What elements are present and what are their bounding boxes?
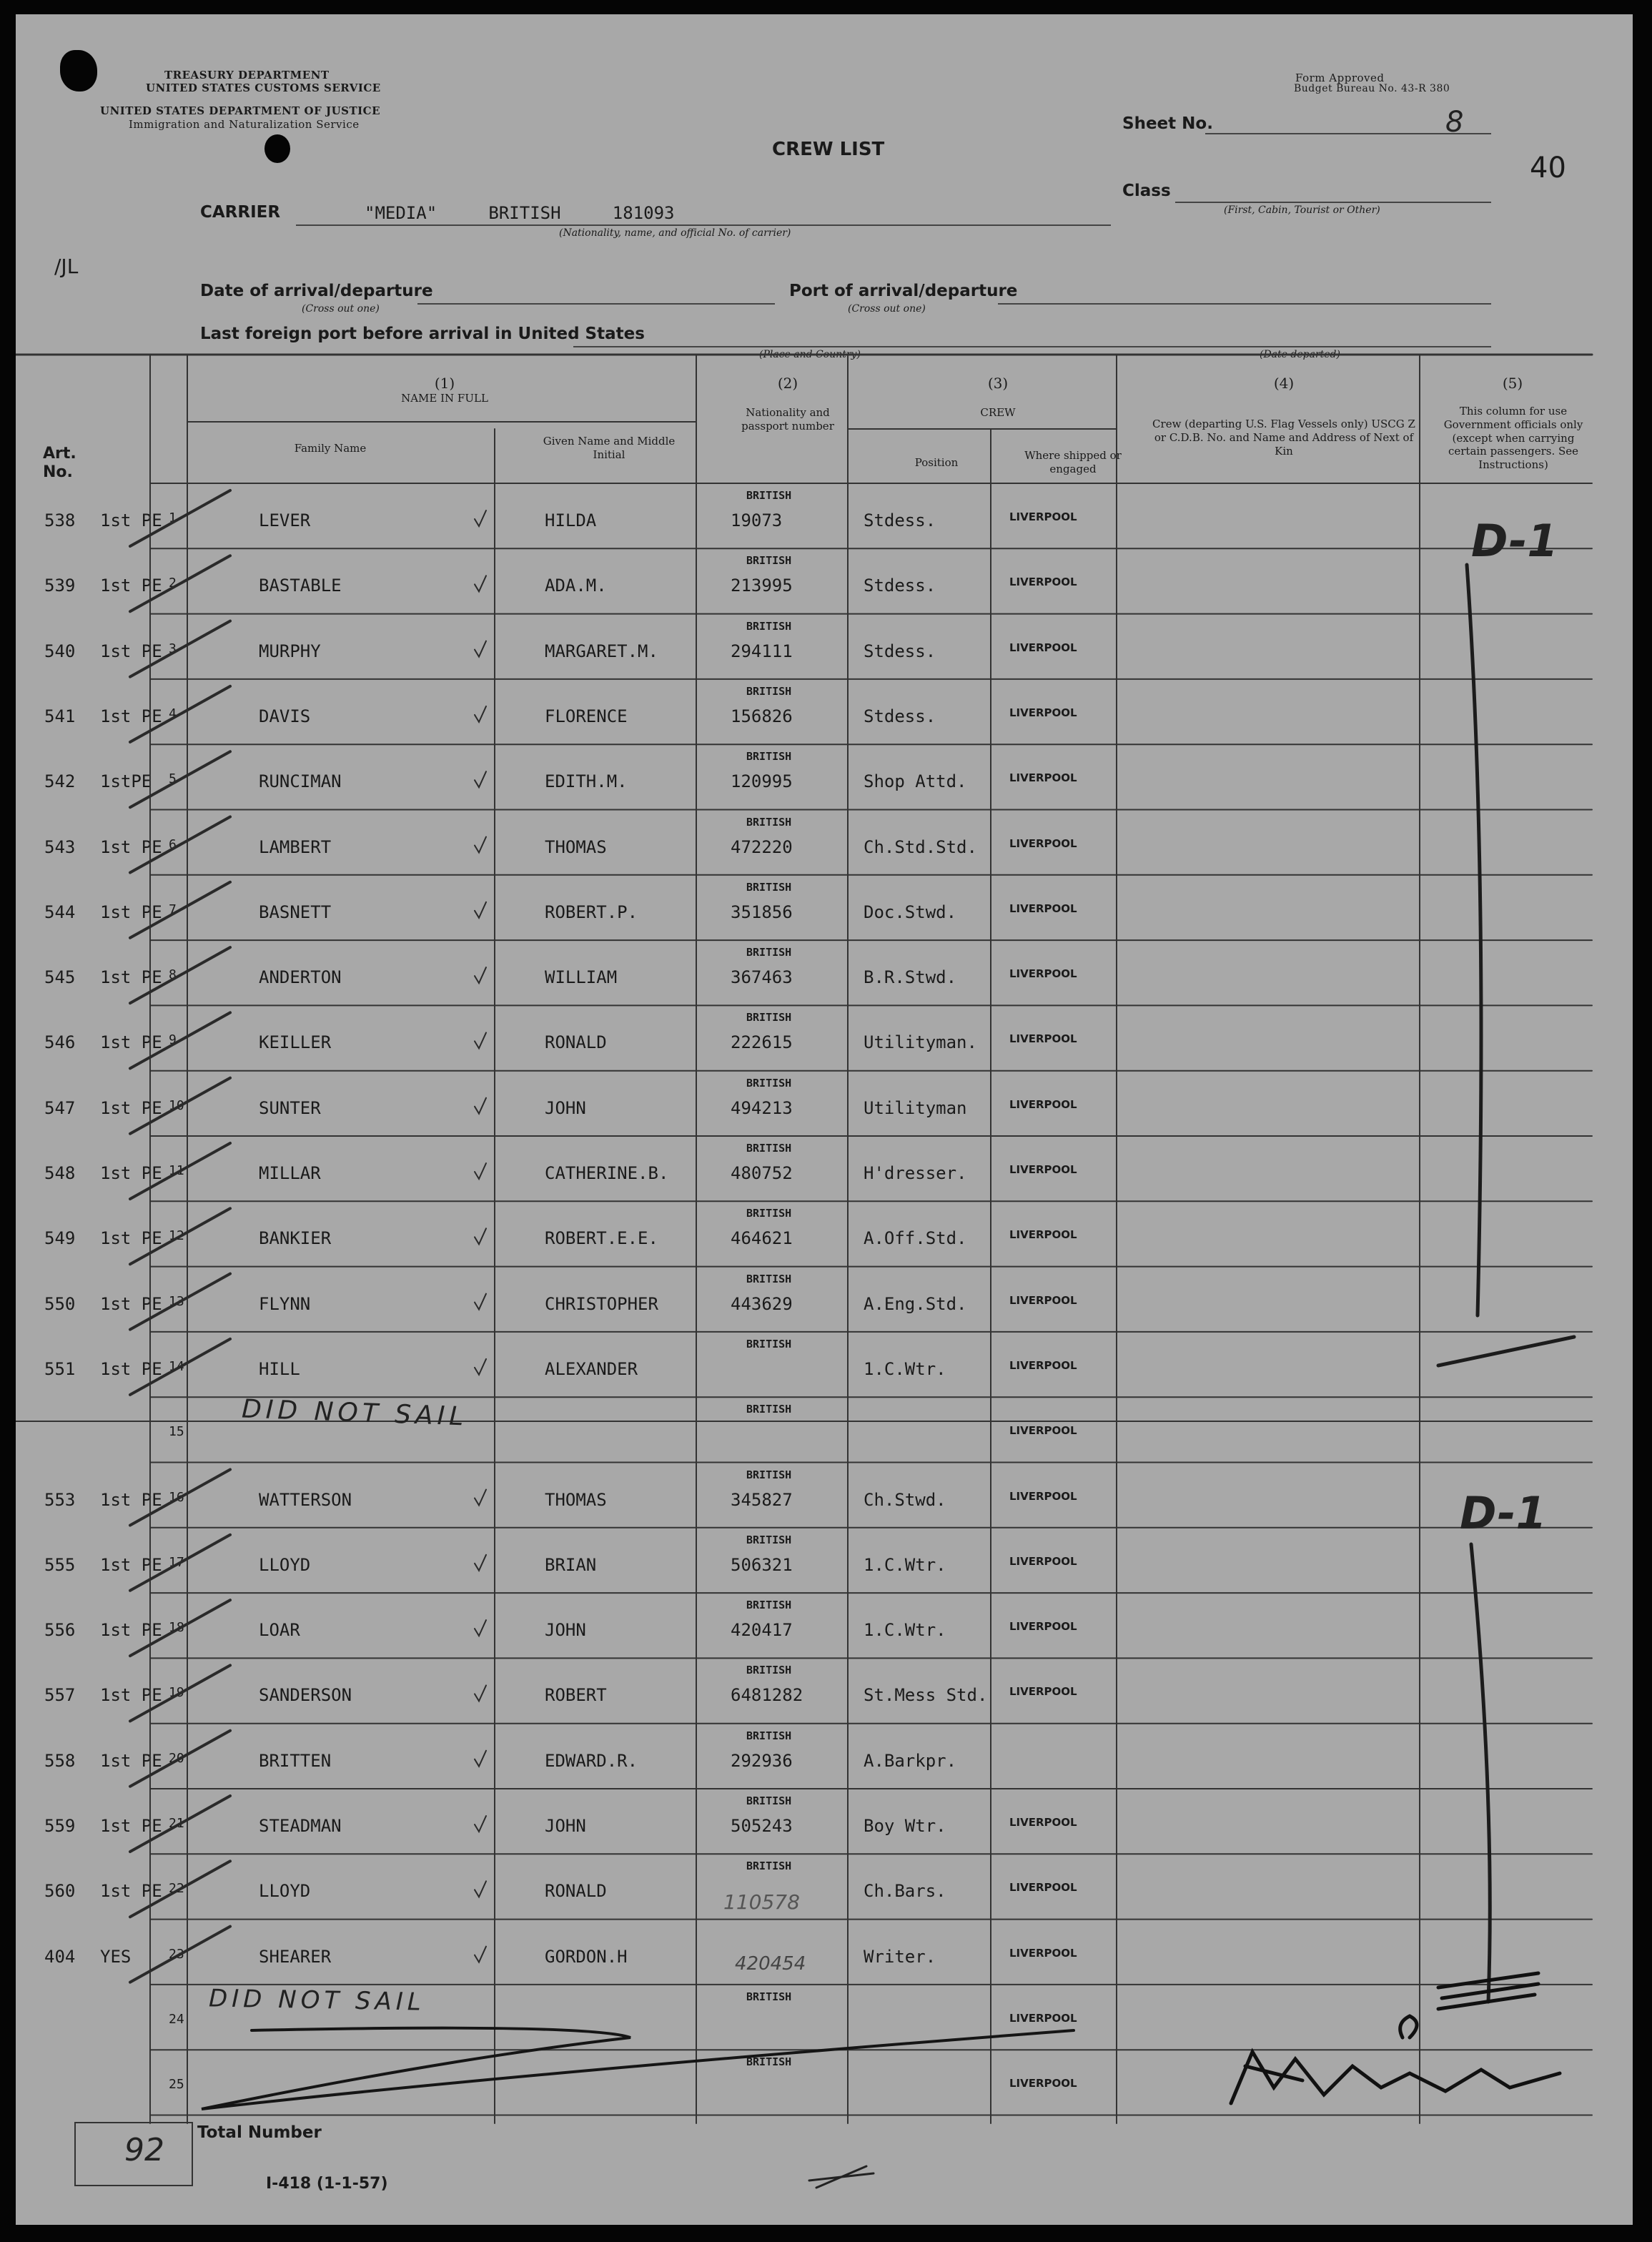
row-check-slash — [130, 1012, 230, 1068]
row-art-number: 551 — [44, 1358, 76, 1379]
row-art-number: 538 — [44, 510, 76, 530]
col-header-nationality: Nationality and passport number — [741, 406, 834, 433]
row-family-name: BRITTEN — [259, 1750, 332, 1771]
row-art-number: 558 — [44, 1750, 76, 1771]
row-position: St.Mess Std. — [864, 1685, 988, 1706]
row-art-number: 550 — [44, 1293, 76, 1314]
date-label: Date of arrival/departure — [200, 282, 433, 300]
row-check-slash — [130, 1796, 230, 1852]
row-art-number: 555 — [44, 1554, 76, 1575]
agency-line-2: UNITED STATES CUSTOMS SERVICE — [146, 82, 381, 94]
row-check-slash — [130, 947, 230, 1003]
row-class: 1st PE — [100, 1554, 162, 1575]
row-nationality: BRITISH — [746, 1272, 792, 1285]
row-position: Writer. — [864, 1946, 936, 1967]
row-class: 1st PE — [100, 1750, 162, 1771]
carrier-value: "MEDIA" BRITISH 181093 — [365, 203, 675, 223]
row-nationality: BRITISH — [746, 619, 792, 633]
row-shipped-at: LIVERPOOL — [1009, 902, 1077, 915]
col-header-position: Position — [914, 456, 959, 469]
row-position: Utilityman. — [864, 1032, 977, 1053]
row-check-slash — [130, 1208, 230, 1264]
row-shipped-at: LIVERPOOL — [1009, 2077, 1077, 2090]
row-nationality: BRITISH — [746, 1207, 792, 1220]
row-position: Doc.Stwd. — [864, 902, 957, 922]
did-not-sail-swoosh — [202, 2028, 1074, 2109]
last-port-label: Last foreign port before arrival in United States — [200, 325, 645, 343]
tick-mark — [475, 1490, 486, 1506]
row-nationality: BRITISH — [746, 1403, 792, 1416]
row-class: 1st PE — [100, 1163, 162, 1183]
col-header-shipped: Where shipped or engaged — [1024, 449, 1122, 475]
row-position: Ch.Stwd. — [864, 1489, 946, 1510]
row-class: 1stPE — [100, 771, 152, 792]
row-shipped-at: LIVERPOOL — [1009, 1293, 1077, 1307]
row-line-number: 3 — [169, 641, 177, 656]
row-check-slash — [130, 1339, 230, 1395]
tick-mark — [475, 771, 486, 787]
tick-mark — [475, 641, 486, 657]
form-number: I-418 (1-1-57) — [266, 2175, 388, 2193]
row-line-number: 15 — [169, 1424, 184, 1440]
row-shipped-at: LIVERPOOL — [1009, 1685, 1077, 1699]
row-nationality: BRITISH — [746, 1860, 792, 1873]
d1-mark-mid: D-1 — [1460, 1487, 1547, 1539]
row-family-name: SHEARER — [259, 1946, 332, 1967]
row-art-number: 541 — [44, 706, 76, 726]
margin-note: /JL — [54, 255, 79, 278]
row-family-name: KEILLER — [259, 1032, 332, 1053]
row-check-slash — [130, 1861, 230, 1917]
date-departed-hint: (Date departed) — [1260, 349, 1340, 360]
row-art-number: 560 — [44, 1881, 76, 1902]
row-position: A.Eng.Std. — [864, 1293, 967, 1314]
tick-mark — [475, 576, 486, 591]
row-family-name: LEVER — [259, 510, 311, 530]
row-check-slash — [130, 1470, 230, 1526]
row-nationality: BRITISH — [746, 684, 792, 698]
row-art-number: 556 — [44, 1620, 76, 1641]
row-passport-number: 213995 — [731, 576, 793, 596]
row-art-number: 553 — [44, 1489, 76, 1510]
row-art-number: 544 — [44, 902, 76, 922]
row-family-name: RUNCIMAN — [259, 771, 342, 792]
row-passport-number: 472220 — [731, 836, 793, 857]
row-position: Ch.Std.Std. — [864, 836, 977, 857]
d1-mark-top: D-1 — [1471, 515, 1558, 567]
row-shipped-at: LIVERPOOL — [1009, 1032, 1077, 1046]
row-shipped-at: LIVERPOOL — [1009, 1554, 1077, 1568]
row-art-number: 548 — [44, 1163, 76, 1183]
column-5-bracket — [1438, 565, 1574, 2002]
row-position: 1.C.Wtr. — [864, 1358, 946, 1379]
row-art-number: 549 — [44, 1228, 76, 1249]
row-nationality: BRITISH — [746, 1011, 792, 1024]
row-given-name: RONALD — [545, 1032, 607, 1053]
row-class: 1st PE — [100, 1228, 162, 1249]
row-class: 1st PE — [100, 1620, 162, 1641]
row-line-number: 13 — [169, 1293, 184, 1309]
row-art-number: 557 — [44, 1685, 76, 1706]
tick-mark — [475, 1228, 486, 1244]
row-passport-number: 494213 — [731, 1097, 793, 1118]
row-nationality: BRITISH — [746, 1076, 792, 1090]
row-nationality: BRITISH — [746, 1794, 792, 1807]
row-nationality: BRITISH — [746, 1533, 792, 1546]
row-passport-number: 367463 — [731, 967, 793, 988]
row-check-slash — [130, 1078, 230, 1134]
row-art-number: 539 — [44, 576, 76, 596]
col-header-gov-use: This column for use Government officials only (except when carrying certain passengers. See Instructions) — [1443, 405, 1583, 471]
row-shipped-at: LIVERPOOL — [1009, 706, 1077, 719]
did-not-sail-note-2: DID NOT SAIL — [208, 1984, 426, 2017]
row-class: 1st PE — [100, 1358, 162, 1379]
row-class: 1st PE — [100, 1881, 162, 1902]
row-check-slash — [130, 1731, 230, 1787]
row-line-number: 16 — [169, 1489, 184, 1505]
row-given-name: CATHERINE.B. — [545, 1163, 669, 1183]
row-family-name: SUNTER — [259, 1097, 321, 1118]
row-nationality: BRITISH — [746, 554, 792, 568]
carrier-hint: (Nationality, name, and official No. of carrier) — [559, 227, 791, 239]
row-given-name: ALEXANDER — [545, 1358, 638, 1379]
tick-mark — [475, 1294, 486, 1310]
row-shipped-at: LIVERPOOL — [1009, 1358, 1077, 1372]
row-line-number: 17 — [169, 1554, 184, 1570]
row-given-name: ROBERT.P. — [545, 902, 638, 922]
handwritten-passport-22: 110578 — [723, 1890, 800, 1914]
row-nationality: BRITISH — [746, 1990, 792, 2003]
row-passport-number: 292936 — [731, 1750, 793, 1771]
row-passport-number: 156826 — [731, 706, 793, 726]
row-given-name: THOMAS — [545, 1489, 607, 1510]
row-given-name: THOMAS — [545, 836, 607, 857]
row-given-name: GORDON.H — [545, 1946, 628, 1967]
col-header-given: Given Name and Middle Initial — [543, 435, 676, 461]
row-family-name: LLOYD — [259, 1881, 311, 1902]
row-art-number: 546 — [44, 1032, 76, 1053]
row-art-number: 543 — [44, 836, 76, 857]
row-art-number: 542 — [44, 771, 76, 792]
row-given-name: WILLIAM — [545, 967, 618, 988]
tick-mark — [475, 1620, 486, 1636]
row-check-slash — [130, 1274, 230, 1330]
budget-bureau: Budget Bureau No. 43-R 380 — [1294, 83, 1450, 94]
port-label: Port of arrival/departure — [789, 282, 1018, 300]
row-passport-number: 506321 — [731, 1554, 793, 1575]
sheet-label: Sheet No. — [1122, 114, 1213, 133]
row-position: Stdess. — [864, 641, 936, 661]
row-check-slash — [130, 1535, 230, 1591]
row-shipped-at: LIVERPOOL — [1009, 1489, 1077, 1503]
agency-line-1: TREASURY DEPARTMENT — [164, 69, 330, 82]
row-family-name: STEADMAN — [259, 1816, 342, 1836]
row-class: 1st PE — [100, 1685, 162, 1706]
signature-scrawl — [1231, 1973, 1560, 2103]
row-art-number: 545 — [44, 967, 76, 988]
total-value: 92 — [124, 2132, 164, 2168]
tick-mark — [475, 1359, 486, 1375]
row-family-name: LLOYD — [259, 1554, 311, 1575]
row-line-number: 23 — [169, 1946, 184, 1962]
row-given-name: MARGARET.M. — [545, 641, 658, 661]
row-shipped-at: LIVERPOOL — [1009, 1620, 1077, 1634]
col-header-5-num: (5) — [1502, 375, 1523, 392]
row-passport-number: 6481282 — [731, 1685, 803, 1706]
row-nationality: BRITISH — [746, 489, 792, 502]
tick-mark — [475, 1163, 486, 1179]
row-family-name: ANDERTON — [259, 967, 342, 988]
row-line-number: 11 — [169, 1163, 184, 1178]
row-class: 1st PE — [100, 1293, 162, 1314]
row-passport-number: 480752 — [731, 1163, 793, 1183]
row-position: Shop Attd. — [864, 771, 967, 792]
row-nationality: BRITISH — [746, 1599, 792, 1612]
row-check-slash — [130, 751, 230, 807]
row-class: 1st PE — [100, 967, 162, 988]
row-family-name: BASTABLE — [259, 576, 342, 596]
row-shipped-at: LIVERPOOL — [1009, 1228, 1077, 1242]
row-family-name: MURPHY — [259, 641, 321, 661]
row-art-number: 559 — [44, 1816, 76, 1836]
handwritten-passport-23: 420454 — [735, 1953, 806, 1975]
row-position: 1.C.Wtr. — [864, 1554, 946, 1575]
row-given-name: FLORENCE — [545, 706, 628, 726]
row-line-number: 9 — [169, 1032, 177, 1048]
row-class: 1st PE — [100, 576, 162, 596]
row-check-slash — [130, 686, 230, 742]
tick-mark — [475, 1947, 486, 1962]
total-squiggle — [809, 2166, 874, 2188]
row-nationality: BRITISH — [746, 1337, 792, 1350]
row-check-slash — [130, 490, 230, 546]
row-family-name: FLYNN — [259, 1293, 311, 1314]
row-line-number: 24 — [169, 2011, 184, 2027]
row-family-name: MILLAR — [259, 1163, 321, 1183]
row-position: Utilityman — [864, 1097, 967, 1118]
sheet-value: 8 — [1445, 106, 1464, 139]
row-class: 1st PE — [100, 1032, 162, 1053]
row-nationality: BRITISH — [746, 946, 792, 959]
col-header-art-no: Art. No. — [43, 445, 76, 482]
row-passport-number: 464621 — [731, 1228, 793, 1249]
row-position: 1.C.Wtr. — [864, 1620, 946, 1641]
row-line-number: 25 — [169, 2077, 184, 2093]
row-nationality: BRITISH — [746, 1468, 792, 1481]
place-hint: (Place and Country) — [759, 349, 861, 360]
row-position: Stdess. — [864, 706, 936, 726]
date-hint: (Cross out one) — [302, 303, 380, 315]
col-header-4-num: (4) — [1273, 375, 1295, 392]
row-check-slash — [130, 621, 230, 677]
row-passport-number: 505243 — [731, 1816, 793, 1836]
form-approved: Form Approved — [1295, 71, 1385, 84]
row-line-number: 2 — [169, 576, 177, 591]
row-class: 1st PE — [100, 641, 162, 661]
row-given-name: HILDA — [545, 510, 597, 530]
carrier-label: CARRIER — [200, 203, 281, 222]
row-given-name: ROBERT — [545, 1685, 607, 1706]
row-shipped-at: LIVERPOOL — [1009, 1097, 1077, 1111]
row-art-number: 540 — [44, 641, 76, 661]
row-given-name: JOHN — [545, 1620, 586, 1641]
row-class: 1st PE — [100, 706, 162, 726]
row-class: 1st PE — [100, 1097, 162, 1118]
col-header-name-in-full: NAME IN FULL — [401, 392, 488, 405]
row-class: YES — [100, 1946, 132, 1967]
row-check-slash — [130, 1665, 230, 1721]
col-header-1-num: (1) — [434, 375, 455, 392]
tick-mark — [475, 967, 486, 983]
row-passport-number: 351856 — [731, 902, 793, 922]
row-line-number: 1 — [169, 510, 177, 525]
row-class: 1st PE — [100, 1489, 162, 1510]
row-position: A.Off.Std. — [864, 1228, 967, 1249]
row-given-name: JOHN — [545, 1097, 586, 1118]
col-header-crew: CREW — [980, 406, 1016, 419]
row-passport-number: 345827 — [731, 1489, 793, 1510]
row-nationality: BRITISH — [746, 1729, 792, 1742]
row-nationality: BRITISH — [746, 2055, 792, 2069]
tick-mark — [475, 1032, 486, 1048]
tick-mark — [475, 1685, 486, 1701]
row-line-number: 4 — [169, 706, 177, 721]
row-position: H'dresser. — [864, 1163, 967, 1183]
class-hint: (First, Cabin, Tourist or Other) — [1224, 204, 1380, 216]
row-shipped-at: LIVERPOOL — [1009, 2011, 1077, 2025]
col-header-family: Family Name — [294, 442, 367, 455]
row-position: A.Barkpr. — [864, 1750, 957, 1771]
row-shipped-at: LIVERPOOL — [1009, 1881, 1077, 1895]
row-shipped-at: LIVERPOOL — [1009, 1163, 1077, 1176]
row-class: 1st PE — [100, 1816, 162, 1836]
row-passport-number: 19073 — [731, 510, 783, 530]
row-given-name: EDWARD.R. — [545, 1750, 638, 1771]
row-passport-number: 294111 — [731, 641, 793, 661]
row-shipped-at: LIVERPOOL — [1009, 1946, 1077, 1960]
row-line-number: 18 — [169, 1620, 184, 1636]
row-passport-number: 443629 — [731, 1293, 793, 1314]
row-family-name: WATTERSON — [259, 1489, 352, 1510]
tick-mark — [475, 706, 486, 722]
row-check-slash — [130, 555, 230, 611]
row-given-name: JOHN — [545, 1816, 586, 1836]
row-nationality: BRITISH — [746, 1664, 792, 1677]
row-position: Boy Wtr. — [864, 1816, 946, 1836]
class-label: Class — [1122, 182, 1171, 200]
row-position: Ch.Bars. — [864, 1881, 946, 1902]
row-check-slash — [130, 1143, 230, 1199]
row-nationality: BRITISH — [746, 880, 792, 894]
total-label: Total Number — [197, 2123, 322, 2142]
tick-mark — [475, 1098, 486, 1114]
row-line-number: 10 — [169, 1097, 184, 1113]
row-check-slash — [130, 882, 230, 938]
row-line-number: 21 — [169, 1816, 184, 1831]
row-family-name: BASNETT — [259, 902, 332, 922]
row-class: 1st PE — [100, 510, 162, 530]
row-line-number: 20 — [169, 1750, 184, 1766]
tick-mark — [475, 1555, 486, 1571]
row-shipped-at: LIVERPOOL — [1009, 576, 1077, 589]
row-nationality: BRITISH — [746, 1142, 792, 1155]
row-nationality: BRITISH — [746, 750, 792, 764]
agency-line-4: Immigration and Naturalization Service — [129, 118, 360, 131]
row-passport-number: 420417 — [731, 1620, 793, 1641]
row-shipped-at: LIVERPOOL — [1009, 641, 1077, 654]
row-given-name: CHRISTOPHER — [545, 1293, 658, 1314]
row-nationality: BRITISH — [746, 815, 792, 829]
tick-mark — [475, 902, 486, 918]
row-passport-number: 120995 — [731, 771, 793, 792]
row-class: 1st PE — [100, 902, 162, 922]
tick-mark — [475, 1816, 486, 1832]
row-shipped-at: LIVERPOOL — [1009, 510, 1077, 523]
row-given-name: RONALD — [545, 1881, 607, 1902]
row-given-name: BRIAN — [545, 1554, 597, 1575]
row-line-number: 12 — [169, 1228, 184, 1244]
row-check-slash — [130, 1600, 230, 1656]
row-line-number: 5 — [169, 771, 177, 787]
corner-number: 40 — [1530, 152, 1566, 184]
row-line-number: 7 — [169, 902, 177, 917]
port-hint: (Cross out one) — [848, 303, 926, 315]
tick-mark — [475, 1881, 486, 1897]
tick-mark — [475, 1751, 486, 1767]
col-header-3-num: (3) — [987, 375, 1009, 392]
row-family-name: BANKIER — [259, 1228, 332, 1249]
row-class: 1st PE — [100, 836, 162, 857]
row-line-number: 19 — [169, 1685, 184, 1701]
tick-mark — [475, 837, 486, 853]
row-line-number: 22 — [169, 1881, 184, 1897]
row-art-number: 404 — [44, 1946, 76, 1967]
row-passport-number: 222615 — [731, 1032, 793, 1053]
row-family-name: DAVIS — [259, 706, 311, 726]
row-given-name: ROBERT.E.E. — [545, 1228, 658, 1249]
row-check-slash — [130, 817, 230, 873]
row-given-name: EDITH.M. — [545, 771, 628, 792]
form-page — [16, 14, 1633, 2225]
handwriting-marks — [16, 14, 1633, 2225]
row-check-slash — [130, 1927, 230, 1982]
row-shipped-at: LIVERPOOL — [1009, 1816, 1077, 1829]
row-shipped-at: LIVERPOOL — [1009, 967, 1077, 981]
row-line-number: 14 — [169, 1358, 184, 1374]
row-position: B.R.Stwd. — [864, 967, 957, 988]
row-position: Stdess. — [864, 576, 936, 596]
row-line-number: 8 — [169, 967, 177, 983]
row-shipped-at: LIVERPOOL — [1009, 771, 1077, 785]
row-family-name: LOAR — [259, 1620, 300, 1641]
form-title: CREW LIST — [772, 139, 885, 160]
did-not-sail-note-1: DID NOT SAIL — [241, 1394, 468, 1432]
row-family-name: HILL — [259, 1358, 300, 1379]
row-line-number: 6 — [169, 836, 177, 852]
row-art-number: 547 — [44, 1097, 76, 1118]
row-position: Stdess. — [864, 510, 936, 530]
row-shipped-at: LIVERPOOL — [1009, 1424, 1077, 1438]
row-family-name: SANDERSON — [259, 1685, 352, 1706]
col-header-next-of-kin: Crew (departing U.S. Flag Vessels only) USCG Z or C.D.B. No. and Name and Address of Next of Kin — [1152, 418, 1415, 458]
col-header-2-num: (2) — [777, 375, 798, 392]
row-shipped-at: LIVERPOOL — [1009, 836, 1077, 850]
row-given-name: ADA.M. — [545, 576, 607, 596]
row-family-name: LAMBERT — [259, 836, 332, 857]
tick-mark — [475, 510, 486, 526]
agency-line-3: UNITED STATES DEPARTMENT OF JUSTICE — [100, 104, 381, 117]
